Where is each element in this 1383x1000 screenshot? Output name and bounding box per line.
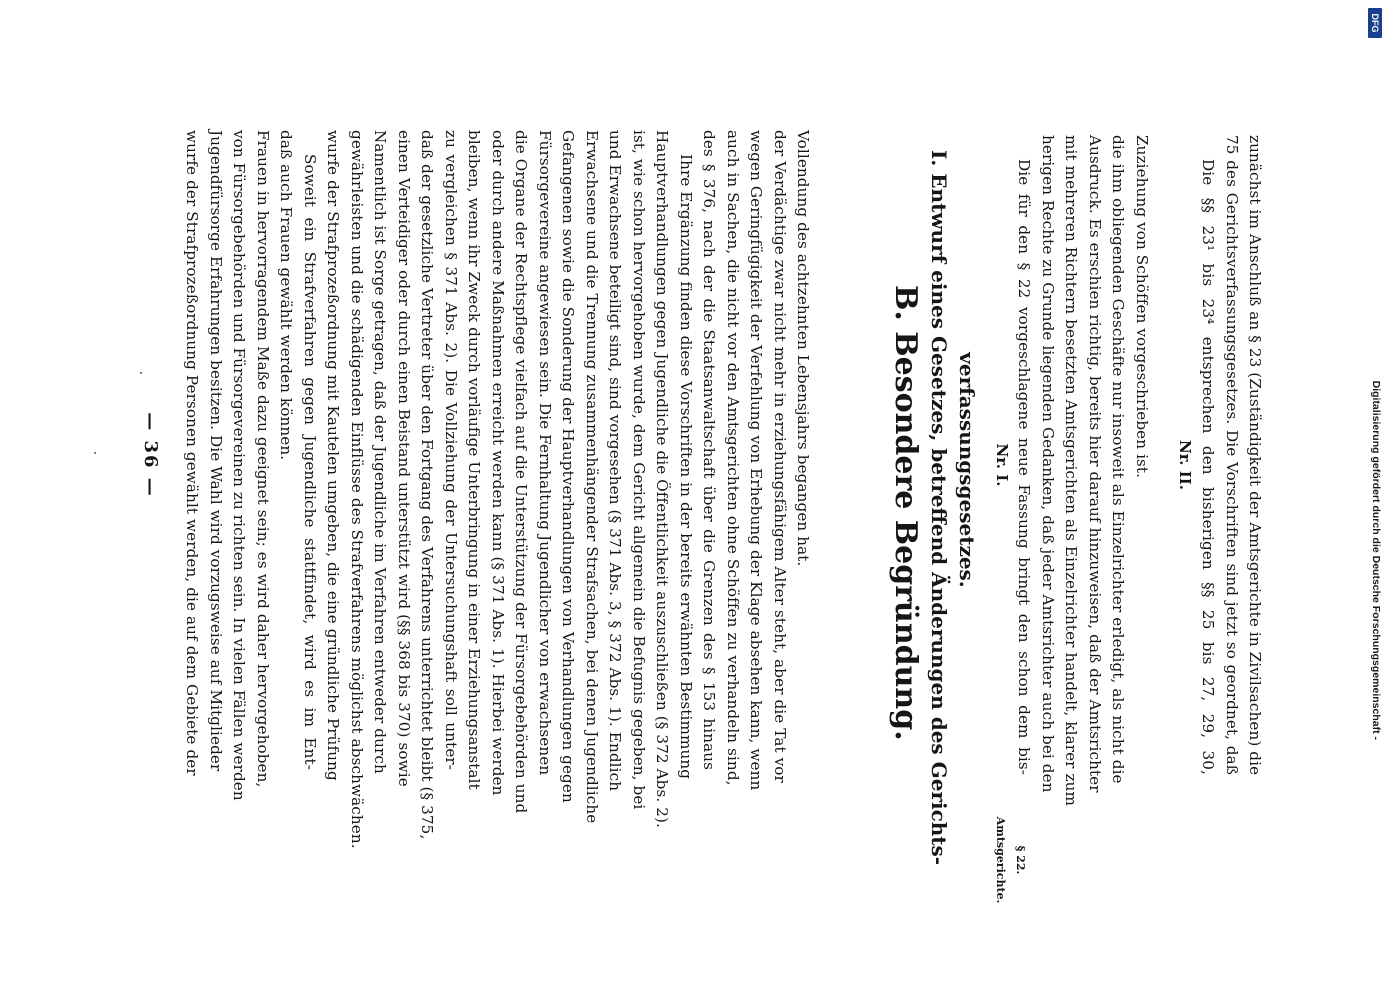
text-line xyxy=(556,130,580,803)
text-line xyxy=(650,130,674,828)
text-line-content: von Fürsorgebehörden und Fürsorgevereinen zu richten sein. In vielen Fällen werden xyxy=(230,130,248,801)
scan-speck xyxy=(140,372,142,374)
text-line xyxy=(180,130,204,776)
text-line xyxy=(603,130,627,792)
text-line-content: die Organe der Rechtspflege vielfach auf die Unterstützung der Fürsorgebehörden und xyxy=(512,130,530,814)
nr-2-label: Nr. II. xyxy=(1176,440,1194,490)
text-line-content: wegen Geringfügigkeit der Verfehlung von Erhebung der Klage absehen kann, wenn xyxy=(747,130,765,791)
text-line xyxy=(251,130,275,788)
text-line xyxy=(227,130,251,801)
text-line xyxy=(486,130,510,796)
text-line-content: 75 des Gerichtsverfassungsgesetzes. Die Vorschriften sind jetzt so geordnet, daß xyxy=(1222,135,1241,775)
text-line-content: wurfe der Strafprozeßordnung mit Kautelen umgeben, die eine gründliche Prüfung xyxy=(324,130,342,781)
text-line-content: Fürsorgevereine angewiesen sein. Die Fernhaltung Jugendlicher von erwachsenen xyxy=(535,130,554,776)
text-line-content: zu vergleichen § 371 Abs. 2). Die Vollziehung der Untersuchungshaft soll unter- xyxy=(441,130,460,770)
text-line-content: Erwachsene und die Trennung zusammenhängender Strafsachen, bei denen Jugendliche xyxy=(582,130,601,824)
text-line-content: Die §§ 23¹ bis 23⁴ entsprechen den bisherigen §§ 25 bis 27, 29, 30, xyxy=(1199,159,1217,775)
margin-note-paragraph: § 22. xyxy=(1014,845,1027,875)
text-line xyxy=(627,130,651,810)
text-line-content: gewährleisten und die schädigenden Einflüsse des Strafverfahrens möglichst abschwächen. xyxy=(347,130,366,849)
section-i-heading-line1: I. Entwurf eines Gesetzes, betreffend Änderungen des Gerichts- xyxy=(927,150,951,866)
text-line-content: Zuziehung von Schöffen vorgeschrieben ist. xyxy=(1132,135,1151,479)
text-line-content: bleiben, wenn ihr Zweck durch vorläufige Unterbringung in einer Erziehungsanstalt xyxy=(465,130,483,790)
text-line xyxy=(791,130,815,770)
text-line-content: einen Verteidiger oder durch einen Beistand unterstützt wird (§§ 368 bis 370) sowie xyxy=(394,130,413,787)
text-line xyxy=(697,130,721,770)
text-line-content: Vollendung des achtzehnten Lebensjahrs begangen hat. xyxy=(794,130,812,567)
text-line xyxy=(674,130,698,780)
text-line xyxy=(580,130,604,824)
text-line xyxy=(439,130,463,770)
text-line-content: Die für den § 22 vorgeschlagene neue Fassung bringt den schon dem bis- xyxy=(1015,159,1033,775)
text-line xyxy=(1220,135,1244,775)
text-line-content: Soweit ein Strafverfahren gegen Jugendliche stattfindet, wird es im Ent- xyxy=(300,154,319,770)
text-line xyxy=(768,130,792,783)
text-line xyxy=(415,130,439,840)
text-line xyxy=(345,130,369,849)
nr-1-label: Nr. I. xyxy=(993,443,1011,487)
text-line-content: die ihm obliegenden Geschäfte nur insoweit als Einzelrichter erledigt, als nicht die xyxy=(1109,135,1127,784)
text-line-content: Jugendfürsorge Erfahrungen besitzen. Die Wahl wird vorzugsweise auf Mitglieder xyxy=(206,130,225,772)
text-line-content: daß auch Frauen gewählt werden können. xyxy=(277,130,295,461)
text-line xyxy=(1012,135,1036,775)
text-line-content: mit mehreren Richtern besetzten Amtsgerichten als Einzelrichter handelt, klarer zum xyxy=(1062,135,1080,806)
text-line-content: Gefangenen sowie die Sonderung der Hauptverhandlungen von Verhandlungen gegen xyxy=(559,130,577,803)
text-line-content: Ausdruck. Es erschien richtig, bereits hier darauf hinzuweisen, daß der Amtsrichter xyxy=(1085,135,1104,793)
text-line xyxy=(1196,135,1220,775)
text-line xyxy=(509,130,533,814)
digitization-credit: Digitalisierung gefördert durch die Deutsche Forschungsgemeinschaft - xyxy=(1370,380,1382,740)
text-line xyxy=(533,130,557,776)
text-line xyxy=(321,130,345,781)
dfg-logo: DFG xyxy=(1368,8,1382,38)
text-line xyxy=(1106,135,1130,784)
text-line xyxy=(204,130,228,770)
text-line-content: der Verdächtige zwar nicht mehr in erziehungsfähigem Alter steht, aber die Tat vor xyxy=(770,130,789,783)
text-line-content: herigen Rechte zu Grunde liegenden Gedanken, daß jeder Amtsrichter auch bei den xyxy=(1038,135,1057,793)
text-line-content: des § 376, nach der die Staatsanwaltschaft über die Grenzen des § 153 hinaus xyxy=(700,130,718,770)
text-line-content: daß der gesetzliche Vertreter über den Fortgang des Verfahrens unterrichtet bleibt (§ 375, xyxy=(418,130,436,840)
text-line xyxy=(1130,135,1154,775)
text-line xyxy=(1243,135,1267,775)
text-line-content: zunächst im Anschluß an § 23 (Zuständigkeit der Amtsgerichte in Zivilsachen) die xyxy=(1246,135,1264,776)
text-line-content: und Erwachsene beteiligt sind, sind vorgesehen (§ 371 Abs. 3, § 372 Abs. 1). Endlich xyxy=(606,130,624,792)
margin-note-amtsgerichte: Amtsgerichte. xyxy=(994,816,1007,904)
text-line-content: ist, wie schon hervorgehoben wurde, dem Gericht allgemein die Befugnis gegeben, bei xyxy=(629,130,648,810)
text-line-content: wurfe der Strafprozeßordnung Personen gewählt werden, die auf dem Gebiete der xyxy=(183,130,201,776)
scan-speck xyxy=(94,452,96,454)
text-line-content: Ihre Ergänzung finden diese Vorschriften in der bereits erwähnten Bestimmung xyxy=(676,154,695,780)
text-line-content: Namentlich ist Sorge getragen, daß der Jugendliche im Verfahren entweder durch xyxy=(371,130,389,774)
section-i-heading-line2: verfassungsgesetzes. xyxy=(955,352,979,588)
text-line-content: Hauptverhandlungen gegen Jugendliche die Öffentlichkeit auszuschließen (§ 372 Abs. 2). xyxy=(653,130,671,828)
text-line xyxy=(744,130,768,791)
text-line xyxy=(721,130,745,786)
text-line xyxy=(392,130,416,787)
text-line xyxy=(368,130,392,774)
text-line-content: auch in Sachen, die nicht vor den Amtsgerichten ohne Schöffen zu verhandeln sind, xyxy=(723,130,742,786)
text-line xyxy=(1059,135,1083,806)
text-line-content: oder durch andere Maßnahmen erreicht werden kann (§ 371 Abs. 1). Hierbei werden xyxy=(488,130,507,796)
section-b-heading: B. Besondere Begründung. xyxy=(888,285,923,741)
text-line xyxy=(462,130,486,790)
text-line-content: Frauen in hervorragendem Maße dazu geeignet sein; es wird daher hervorgehoben, xyxy=(253,130,272,788)
text-line xyxy=(1083,135,1107,793)
text-line xyxy=(274,130,298,770)
text-line xyxy=(1036,135,1060,793)
page-number: — 36 — xyxy=(140,412,161,498)
text-line xyxy=(298,130,322,770)
